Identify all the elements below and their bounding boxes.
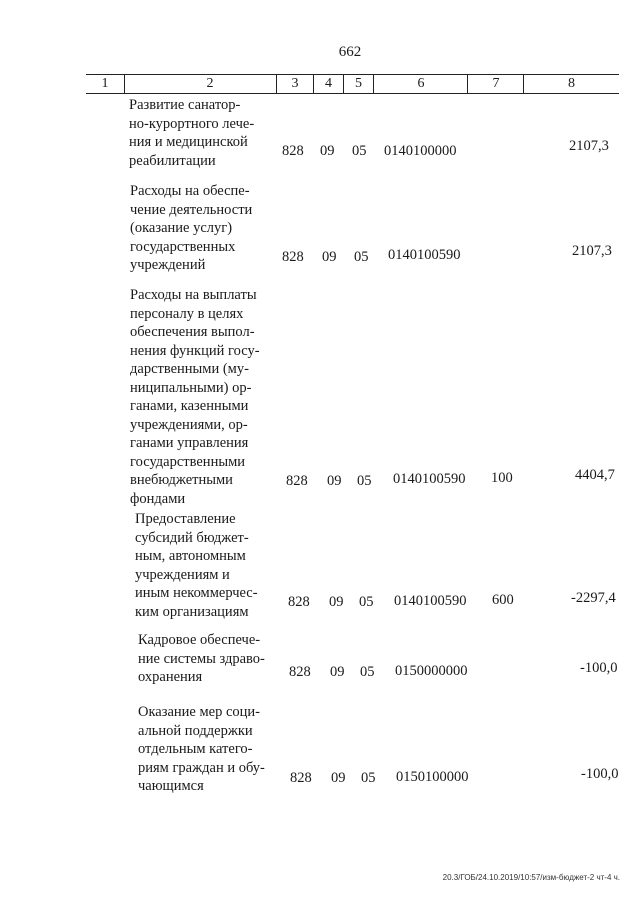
cell-section: 09 (320, 143, 335, 159)
cell-code: 828 (286, 473, 308, 489)
row-description: Кадровое обеспече- ние системы здраво- охранения (138, 632, 265, 685)
row-description: Расходы на выплаты персоналу в целях обеспечения выпол- нения функций госу- дарственными (му- ниципальными) ор- ганами, казенными учреждениями, ор- ганами управления государственными внебюджетными фондами (130, 287, 260, 507)
cell-target: 0140100590 (393, 471, 466, 487)
cell-type: 100 (491, 470, 513, 486)
cell-subsection: 05 (354, 249, 369, 265)
document-footer-stamp: 20.3/ГОБ/24.10.2019/10:57/изм-бюджет-2 чт-4 ч. (442, 873, 620, 882)
cell-target: 0140100590 (394, 593, 467, 609)
cell-code: 828 (289, 664, 311, 680)
cell-target: 0140100590 (388, 247, 461, 263)
cell-subsection: 05 (361, 770, 376, 786)
cell-type: 600 (492, 592, 514, 608)
header-col-8: 8 (568, 76, 575, 91)
cell-subsection: 05 (360, 664, 375, 680)
header-col-4: 4 (325, 76, 332, 91)
header-col-7: 7 (492, 76, 500, 91)
cell-section: 09 (330, 664, 345, 680)
row-description: Оказание мер соци- альной поддержки отдельным катего- риям граждан и обу- чающимся (138, 704, 265, 794)
cell-target: 0150100000 (396, 769, 469, 785)
cell-amount: -100,0 (581, 766, 619, 782)
row-description: Развитие санатор- но-курортного лече- ния и медицинской реабилитации (129, 97, 255, 169)
cell-subsection: 05 (357, 473, 372, 489)
cell-subsection: 05 (352, 143, 367, 159)
row-description: Предоставление субсидий бюджет- ным, автономным учреждениям и иным некоммерчес- ким организациям (135, 511, 258, 620)
cell-code: 828 (290, 770, 312, 786)
page-number: 662 (338, 44, 362, 60)
cell-target: 0140100000 (384, 143, 457, 159)
cell-code: 828 (288, 594, 310, 610)
cell-target: 0150000000 (395, 663, 468, 679)
header-col-2: 2 (206, 76, 214, 91)
cell-amount: -100,0 (580, 660, 618, 676)
cell-amount: 2107,3 (572, 243, 612, 259)
header-col-1: 1 (101, 76, 109, 91)
cell-section: 09 (322, 249, 337, 265)
cell-section: 09 (329, 594, 344, 610)
header-col-6: 6 (417, 76, 425, 91)
cell-section: 09 (327, 473, 342, 489)
cell-section: 09 (331, 770, 346, 786)
header-col-5: 5 (355, 76, 362, 91)
row-description: Расходы на обеспе- чение деятельности (оказание услуг) государственных учреждений (130, 183, 253, 273)
table-header (86, 74, 619, 94)
cell-code: 828 (282, 249, 304, 265)
cell-subsection: 05 (359, 594, 374, 610)
cell-amount: -2297,4 (571, 590, 616, 606)
header-col-3: 3 (291, 76, 299, 91)
cell-amount: 4404,7 (575, 467, 615, 483)
cell-code: 828 (282, 143, 304, 159)
cell-amount: 2107,3 (569, 138, 609, 154)
